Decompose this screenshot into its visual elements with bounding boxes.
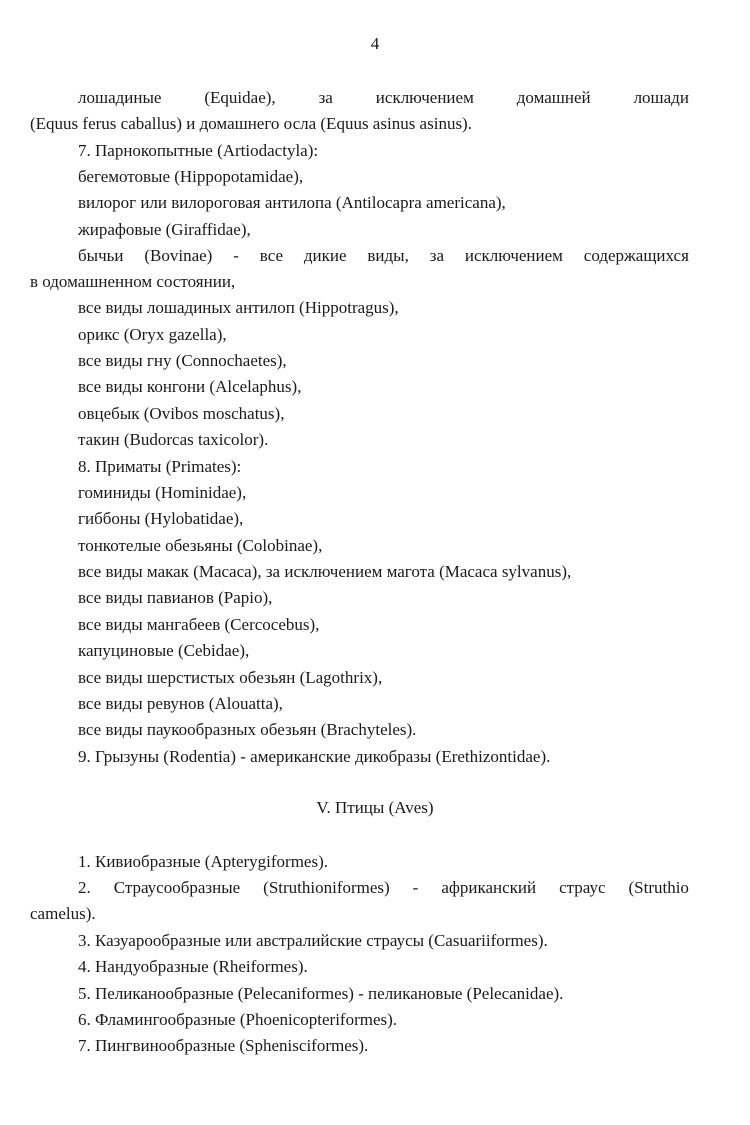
word: бычьи <box>78 246 124 265</box>
word: исключением <box>464 246 563 265</box>
list-item: овцебык (Ovibos moschatus), <box>78 404 285 423</box>
word: виды, <box>367 246 409 265</box>
word: лошади <box>633 88 689 107</box>
word: домашней <box>516 88 591 107</box>
list-item: все виды шерстистых обезьян (Lagothrix), <box>78 668 383 687</box>
word: за <box>429 246 444 265</box>
list-item: 1. Кивиобразные (Apterygiformes). <box>78 852 328 871</box>
word: исключением <box>375 88 474 107</box>
word: дикие <box>303 246 347 265</box>
word: все <box>259 246 283 265</box>
list-item: гоминиды (Hominidae), <box>78 483 247 502</box>
list-item: все виды павианов (Papio), <box>78 588 273 607</box>
page-number: 4 <box>370 34 380 53</box>
list-item: все виды макак (Macaca), за исключением магота (Macaca sylvanus), <box>78 562 572 581</box>
bovinae-line-1 <box>78 246 689 266</box>
list-item: 6. Фламингообразные (Phoenicopteriformes). <box>78 1010 398 1029</box>
bovinae-line-2: в одомашненном состоянии, <box>30 272 236 291</box>
list-item: 7. Пингвинообразные (Sphenisciformes). <box>78 1036 369 1055</box>
equidae-line-1 <box>78 88 689 108</box>
word: африканский <box>441 878 537 897</box>
word: за <box>318 88 333 107</box>
list-item: вилорог или вилороговая антилопа (Antilocapra americana), <box>78 193 506 212</box>
list-item: все виды мангабеев (Cercocebus), <box>78 615 320 634</box>
artiodactyla-heading: 7. Парнокопытные (Artiodactyla): <box>78 141 319 160</box>
list-item: все виды лошадиных антилоп (Hippotragus), <box>78 298 399 317</box>
word: - <box>233 246 239 265</box>
list-item: 5. Пеликанообразные (Pelecaniformes) - пеликановые (Pelecanidae). <box>78 984 564 1003</box>
rodentia-line: 9. Грызуны (Rodentia) - американские дикобразы (Erethizontidae). <box>78 747 551 766</box>
birds-item-2-line-1 <box>78 878 689 898</box>
list-item: бегемотовые (Hippopotamidae), <box>78 167 304 186</box>
word: Страусообразные <box>113 878 241 897</box>
list-item: все виды гну (Connochaetes), <box>78 351 287 370</box>
list-item: все виды паукообразных обезьян (Brachyteles). <box>78 720 417 739</box>
list-item: тонкотелые обезьяны (Colobinae), <box>78 536 323 555</box>
primates-heading: 8. Приматы (Primates): <box>78 457 242 476</box>
list-item: все виды конгони (Alcelaphus), <box>78 377 302 396</box>
word: содержащихся <box>583 246 689 265</box>
word: (Equidae), <box>204 88 276 107</box>
list-item: все виды ревунов (Alouatta), <box>78 694 283 713</box>
word: (Bovinae) <box>144 246 213 265</box>
list-item: такин (Budorcas taxicolor). <box>78 430 269 449</box>
word: страус <box>559 878 606 897</box>
list-item: жирафовые (Giraffidae), <box>78 220 251 239</box>
list-item: гиббоны (Hylobatidae), <box>78 509 244 528</box>
list-item: орикс (Oryx gazella), <box>78 325 227 344</box>
word: 2. <box>78 878 91 897</box>
word: - <box>412 878 419 897</box>
section-title-birds: V. Птицы (Aves) <box>316 798 434 817</box>
word: лошадиные <box>78 88 162 107</box>
word: (Struthio <box>628 878 689 897</box>
equidae-line-2: (Equus ferus caballus) и домашнего осла (Equus asinus asinus). <box>30 114 472 133</box>
birds-item-2-line-2: camelus). <box>30 904 96 923</box>
list-item: 4. Нандуобразные (Rheiformes). <box>78 957 308 976</box>
list-item: 3. Казуарообразные или австралийские страусы (Casuariiformes). <box>78 931 548 950</box>
list-item: капуциновые (Cebidae), <box>78 641 250 660</box>
word: (Struthioniformes) <box>263 878 390 897</box>
